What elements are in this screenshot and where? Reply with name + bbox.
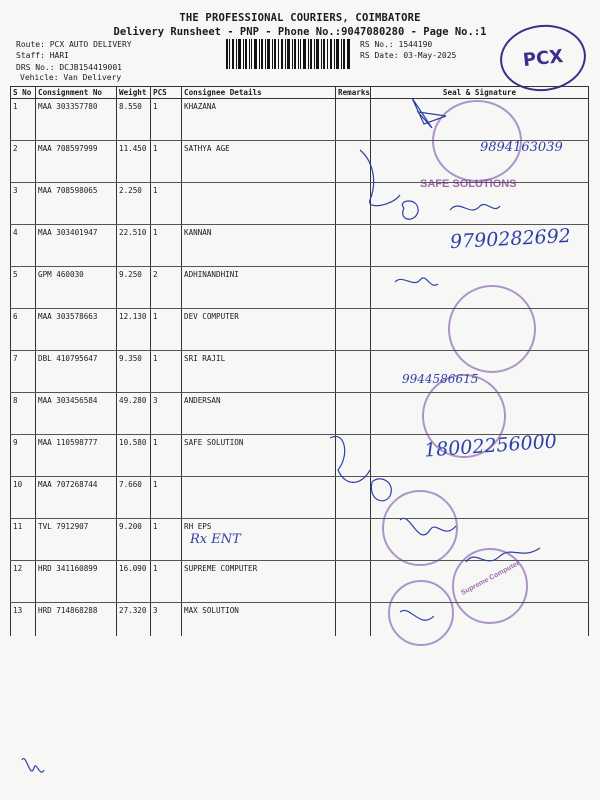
cell-pcs: 1: [151, 183, 182, 225]
cell-consignment: MAA 707268744: [36, 477, 117, 519]
rs-date: RS Date: 03-May-2025: [360, 51, 457, 60]
cell-weight: 2.250: [117, 183, 151, 225]
cell-pcs: 1: [151, 435, 182, 477]
cell-pcs: 1: [151, 99, 182, 141]
drs-number: DRS No.: DCJB154419001: [16, 63, 122, 72]
company-seal-row13: [388, 580, 454, 646]
cell-consignee: KHAZANA: [182, 99, 336, 141]
rs-number: RS No.: 1544190: [360, 40, 433, 49]
supreme-computer-stamp: Supreme Computer: [460, 560, 521, 597]
cell-consignee: MAX SOLUTION: [182, 603, 336, 637]
cell-pcs: 1: [151, 477, 182, 519]
cell-weight: 49.280: [117, 393, 151, 435]
col-weight: Weight: [117, 87, 151, 99]
cell-sno: 2: [11, 141, 36, 183]
handwritten-phone-2: 9790282692: [449, 224, 572, 254]
cell-consignment: MAA 303357780: [36, 99, 117, 141]
cell-consignment: TVL 7912907: [36, 519, 117, 561]
cell-consignee: SUPREME COMPUTER: [182, 561, 336, 603]
cell-sno: 4: [11, 225, 36, 267]
cell-consignee: SRI RAJIL: [182, 351, 336, 393]
cell-weight: 9.250: [117, 267, 151, 309]
cell-consignment: MAA 303578663: [36, 309, 117, 351]
cell-consignee: ADHINANDHINI: [182, 267, 336, 309]
cell-sno: 12: [11, 561, 36, 603]
cell-consignee: DEV COMPUTER: [182, 309, 336, 351]
cell-weight: 8.550: [117, 99, 151, 141]
handwritten-phone-3: 9944586615: [402, 372, 479, 386]
company-name: THE PROFESSIONAL COURIERS, COIMBATORE: [179, 12, 421, 24]
cell-weight: 7.660: [117, 477, 151, 519]
cell-consignment: MAA 110598777: [36, 435, 117, 477]
cell-weight: 9.200: [117, 519, 151, 561]
cell-weight: 9.350: [117, 351, 151, 393]
cell-sno: 13: [11, 603, 36, 637]
cell-consignee: ANDERSAN: [182, 393, 336, 435]
cell-weight: 12.130: [117, 309, 151, 351]
cell-pcs: 1: [151, 225, 182, 267]
cell-consignment: MAA 708597999: [36, 141, 117, 183]
cell-sno: 1: [11, 99, 36, 141]
cell-pcs: 3: [151, 393, 182, 435]
cell-sno: 10: [11, 477, 36, 519]
col-seal-signature: Seal & Signature: [371, 87, 589, 99]
col-consignee: Consignee Details: [182, 87, 336, 99]
cell-weight: 27.320: [117, 603, 151, 637]
col-sno: S No: [11, 87, 36, 99]
handwritten-remark-row11: Rx ENT: [190, 532, 241, 547]
cell-sno: 9: [11, 435, 36, 477]
handwritten-phone-4: 18002256000: [423, 430, 558, 462]
cell-consignment: DBL 410795647: [36, 351, 117, 393]
vehicle-label: Vehicle: Van Delivery: [20, 73, 122, 82]
cell-weight: 10.580: [117, 435, 151, 477]
route-label: Route: PCX AUTO DELIVERY: [16, 40, 132, 49]
cell-consignment: MAA 303401947: [36, 225, 117, 267]
cell-weight: 16.090: [117, 561, 151, 603]
cell-consignee: SAFE SOLUTION: [182, 435, 336, 477]
cell-pcs: 1: [151, 351, 182, 393]
cell-consignment: HRD 341160899: [36, 561, 117, 603]
cell-consignment: GPM 460030: [36, 267, 117, 309]
cell-sno: 5: [11, 267, 36, 309]
company-seal-row6: [448, 285, 536, 373]
staff-label: Staff: HARI: [16, 51, 69, 60]
cell-consignment: HRD 714868288: [36, 603, 117, 637]
col-pcs: PCS: [151, 87, 182, 99]
cell-pcs: 1: [151, 561, 182, 603]
col-remarks: Remarks: [336, 87, 371, 99]
cell-pcs: 1: [151, 141, 182, 183]
cell-pcs: 2: [151, 267, 182, 309]
cell-sno: 6: [11, 309, 36, 351]
col-consignment: Consignment No: [36, 87, 117, 99]
cell-consignment: MAA 708598065: [36, 183, 117, 225]
company-seal-row11: [382, 490, 458, 566]
cell-sno: 8: [11, 393, 36, 435]
cell-consignee: KANNAN: [182, 225, 336, 267]
cell-pcs: 1: [151, 309, 182, 351]
runsheet-title: Delivery Runsheet - PNP - Phone No.:9047080280 - Page No.:1: [113, 26, 487, 38]
pcx-stamp: PCX: [497, 21, 589, 96]
cell-sno: 7: [11, 351, 36, 393]
cell-consignment: MAA 303456584: [36, 393, 117, 435]
cell-pcs: 3: [151, 603, 182, 637]
cell-weight: 11.450: [117, 141, 151, 183]
cell-sno: 3: [11, 183, 36, 225]
cell-sno: 11: [11, 519, 36, 561]
cell-consignee: RH EPS: [182, 519, 336, 561]
cell-pcs: 1: [151, 519, 182, 561]
handwritten-phone-1: 9894163039: [480, 140, 563, 155]
safe-solutions-stamp: SAFE SOLUTIONS: [420, 178, 517, 190]
cell-consignee: SATHYA AGE: [182, 141, 336, 183]
cell-weight: 22.510: [117, 225, 151, 267]
